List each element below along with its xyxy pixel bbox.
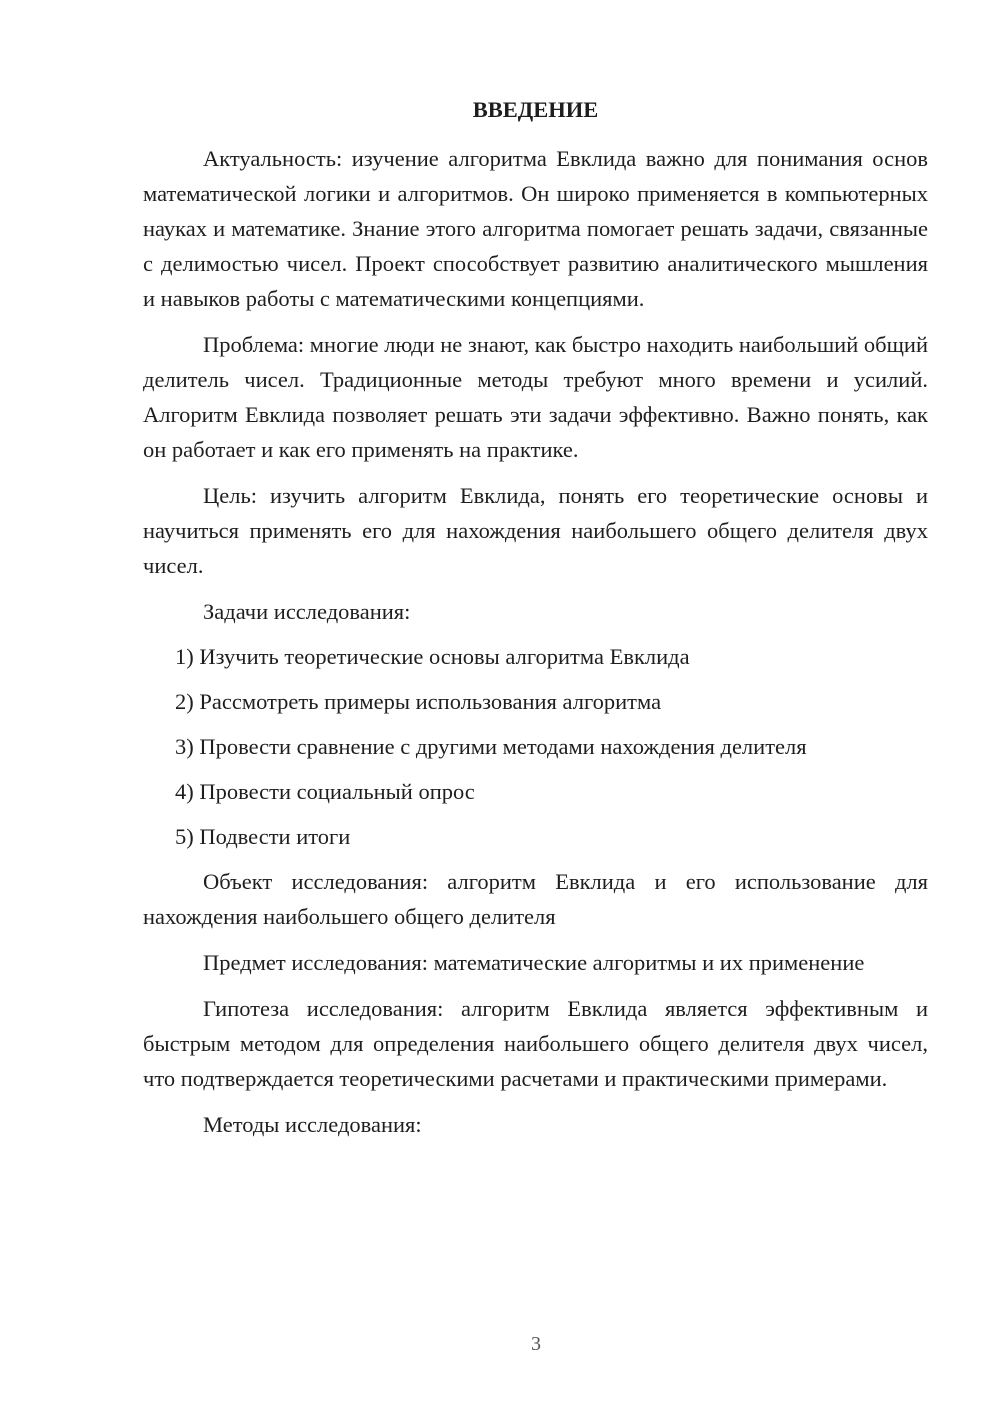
relevance-paragraph: Актуальность: изучение алгоритма Евклида важно для понимания основ математической логики и алгоритмов. Он широко применяется в компьютерных науках и математике. Знание этого алгоритма помогает решать задачи, связанные с делимостью чисел. Проект способствует развитию аналитического мышления и навыков работы с математическими концепциями. [143, 146, 928, 311]
list-item: 5) Подвести итоги [175, 824, 351, 849]
list-item: 4) Провести социальный опрос [175, 779, 475, 804]
problem-paragraph: Проблема: многие люди не знают, как быстро находить наибольший общий делитель чисел. Традиционные методы требуют много времени и усилий. Алгоритм Евклида позволяет решать эти задачи эффективно. Важно понять, как он работает и как его применять на практике. [143, 332, 928, 462]
tasks-heading: Задачи исследования: [203, 599, 411, 624]
page-number: 3 [531, 1333, 541, 1355]
page-title: ВВЕДЕНИЕ [472, 97, 599, 122]
hypothesis-paragraph: Гипотеза исследования: алгоритм Евклида является эффективным и быстрым методом для определения наибольшего общего делителя двух чисел, что подтверждается теоретическими расчетами и практическими примерами. [143, 996, 928, 1091]
methods-heading: Методы исследования: [203, 1112, 422, 1137]
list-item: 1) Изучить теоретические основы алгоритма Евклида [175, 644, 690, 669]
object-paragraph: Объект исследования: алгоритм Евклида и его использование для нахождения наибольшего общего делителя [143, 869, 928, 929]
list-item: 2) Рассмотреть примеры использования алгоритма [175, 689, 662, 714]
list-item: 3) Провести сравнение с другими методами нахождения делителя [175, 734, 807, 759]
document-page [143, 92, 928, 1152]
tasks-list [143, 639, 928, 854]
goal-paragraph: Цель: изучить алгоритм Евклида, понять его теоретические основы и научиться применять его для нахождения наибольшего общего делителя двух чисел. [143, 483, 928, 578]
subject-paragraph: Предмет исследования: математические алгоритмы и их применение [203, 950, 865, 975]
